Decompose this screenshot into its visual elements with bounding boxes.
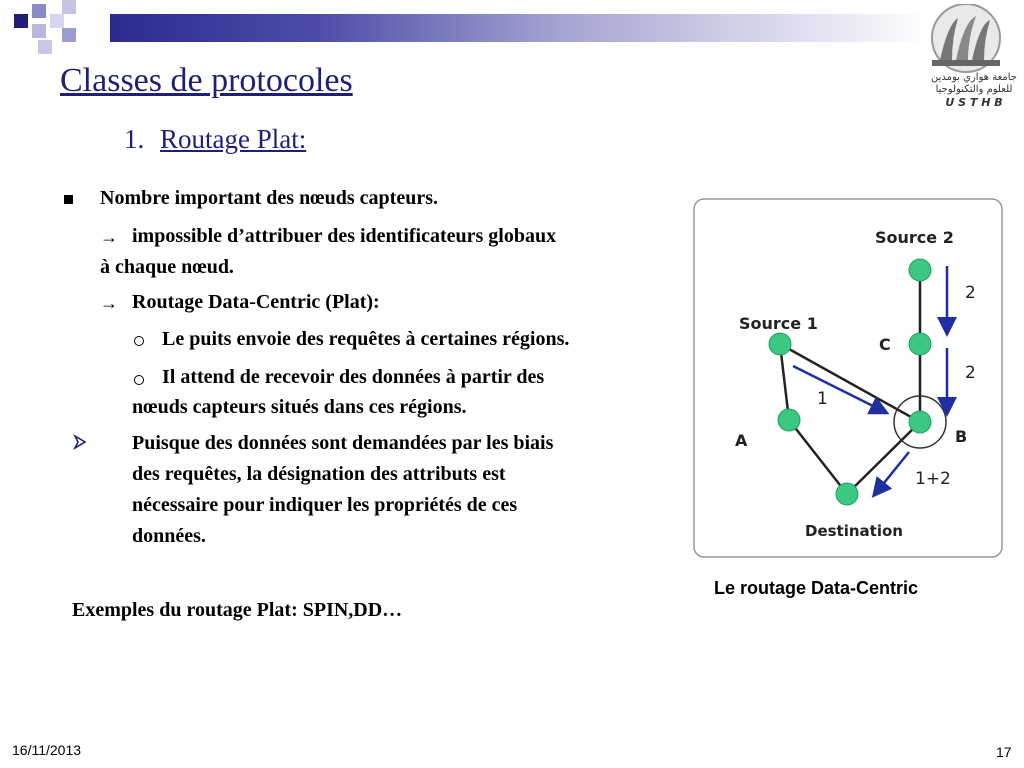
- logo-arabic-2: للعلوم والتكنولوجيا: [935, 84, 1013, 95]
- sub-bullet-text: nœuds capteurs situés dans ces régions.: [132, 396, 467, 418]
- paragraph-line: nécessaire pour indiquer les propriétés de ces: [132, 494, 518, 516]
- right-arrow-icon: →: [100, 227, 118, 247]
- sub-bullet-text: Le puits envoie des requêtes à certaines régions.: [162, 328, 570, 350]
- deco-square: [32, 24, 46, 38]
- deco-square: [14, 14, 28, 28]
- label-flow-top: 2: [965, 283, 976, 303]
- figure-caption: Le routage Data-Centric: [714, 578, 919, 598]
- check-arrow-bullet-icon: [72, 434, 88, 450]
- label-source2: Source 2: [875, 228, 954, 247]
- arrow-text-line: impossible d’attribuer des identificateurs globaux: [132, 225, 557, 247]
- page-number: 17: [996, 744, 1012, 760]
- label-source1: Source 1: [739, 314, 818, 333]
- footer-date: 16/11/2013: [12, 742, 82, 758]
- label-flow-left: 1: [817, 389, 828, 409]
- node-c: [909, 333, 931, 355]
- section-title: Routage Plat:: [160, 124, 307, 154]
- deco-square: [62, 28, 76, 42]
- label-b: B: [955, 427, 968, 446]
- arrow-text-line: Routage Data-Centric (Plat):: [132, 291, 380, 313]
- paragraph-line: données.: [132, 525, 206, 547]
- usthb-logo: [918, 4, 1024, 112]
- label-c: C: [879, 335, 891, 354]
- right-arrow-icon: →: [100, 293, 118, 313]
- logo-latin: U S T H B: [945, 96, 1003, 109]
- label-destination: Destination: [805, 522, 903, 540]
- node-b: [909, 411, 931, 433]
- deco-square: [62, 0, 76, 14]
- examples-text: Exemples du routage Plat: SPIN,DD…: [72, 599, 403, 621]
- arrow-text-line: à chaque nœud.: [100, 256, 234, 278]
- paragraph-line: des requêtes, la désignation des attributs est: [132, 463, 506, 485]
- bullet-text: Nombre important des nœuds capteurs.: [100, 187, 438, 209]
- circle-bullet-icon: [134, 336, 144, 346]
- deco-square: [50, 14, 64, 28]
- section-number: 1.: [124, 124, 145, 154]
- label-flow-mid: 2: [965, 363, 976, 383]
- deco-square: [32, 4, 46, 18]
- label-a: A: [735, 431, 748, 450]
- node-destination: [836, 483, 858, 505]
- node-source1: [769, 333, 791, 355]
- slide-title: Classes de protocoles: [60, 62, 353, 99]
- circle-bullet-icon: [134, 375, 144, 385]
- header-bar: [110, 14, 930, 42]
- square-bullet-icon: [64, 195, 73, 204]
- label-flow-bottom: 1+2: [915, 469, 951, 489]
- node-a: [778, 409, 800, 431]
- deco-square: [38, 40, 52, 54]
- sub-bullet-text: Il attend de recevoir des données à partir des: [162, 366, 545, 388]
- logo-arabic-1: جامعة هواري بومدين: [931, 72, 1017, 83]
- data-centric-diagram: [693, 198, 1003, 558]
- paragraph-line: Puisque des données sont demandées par les biais: [132, 432, 554, 454]
- node-source2: [909, 259, 931, 281]
